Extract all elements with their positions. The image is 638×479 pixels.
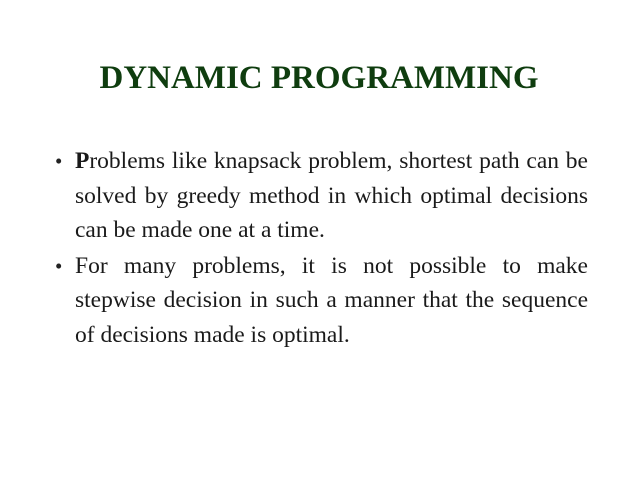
- bullet-text: roblems like knapsack problem, shortest path can be solved by greedy method in which optimal decisions can be made one at a time.: [75, 148, 588, 243]
- bullet-list: [52, 144, 588, 353]
- bullet-text: For many problems, it is not possible to make stepwise decision in such a manner that the sequence of decisions made is optimal.: [75, 252, 588, 348]
- bullet-item-2: [52, 249, 588, 353]
- bullet-lead-letter: P: [75, 148, 90, 174]
- bullet-item-1: [52, 144, 588, 248]
- slide-title: DYNAMIC PROGRAMMING: [99, 60, 539, 96]
- bullet-dot-icon: •: [55, 253, 63, 278]
- bullet-dot-icon: •: [55, 149, 63, 173]
